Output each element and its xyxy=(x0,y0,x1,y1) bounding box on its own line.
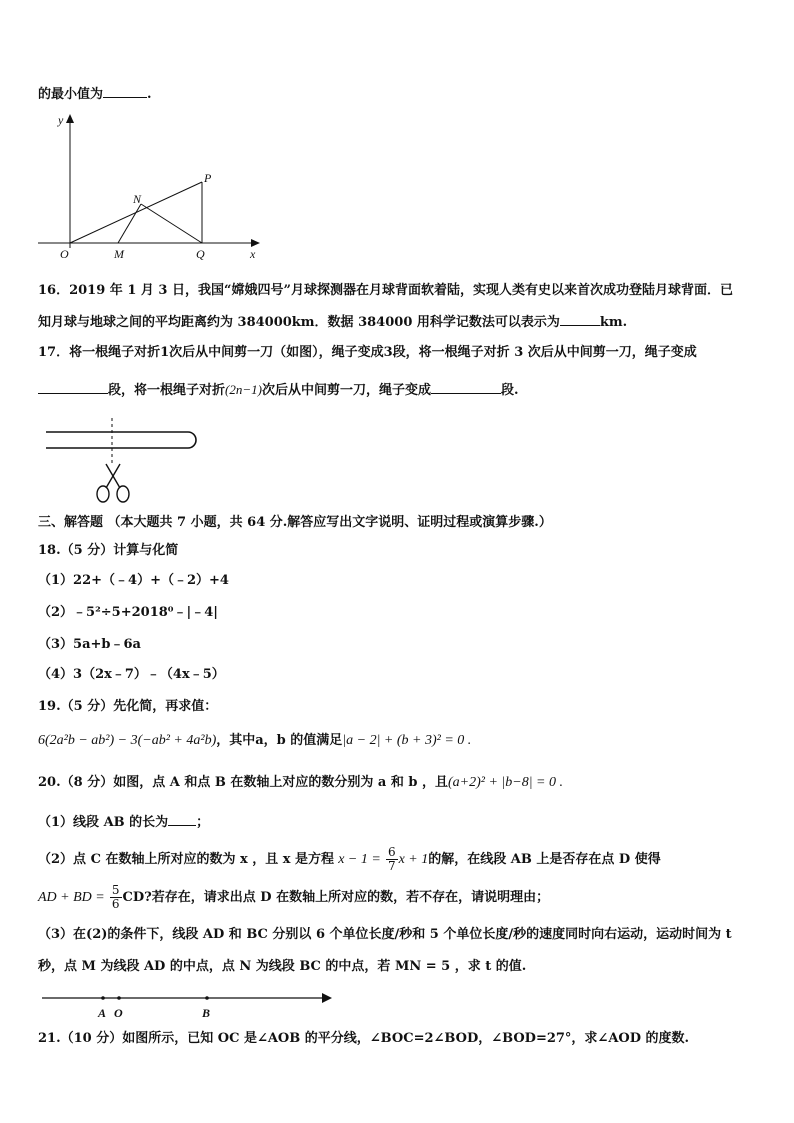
q20-eq-left: x − 1 = xyxy=(338,852,381,867)
x-axis-arrow xyxy=(251,239,260,247)
segment-mn xyxy=(118,204,141,243)
q17-line1: 17．将一根绳子对折1次后从中间剪一刀（如图），绳子变成3段，将一根绳子对折 3 次后从中间剪一刀，绳子变成 xyxy=(38,345,697,360)
q18-item-1: （1）22+（﹣4）+（﹣2）+4 xyxy=(38,573,229,588)
answer-blank xyxy=(38,380,108,394)
q15-tail-end: . xyxy=(147,87,152,102)
y-axis-arrow xyxy=(66,114,74,123)
fraction-denominator: 7 xyxy=(387,859,396,873)
q17-line2-a: 段，将一根绳子对折 xyxy=(108,383,226,398)
q16-unit: km. xyxy=(599,315,628,330)
q19-mid: ，其中a，b 的值满足 xyxy=(216,733,343,748)
q19-expression xyxy=(38,732,471,750)
label-o: O xyxy=(114,1006,123,1020)
q17-line2-c: 段. xyxy=(500,383,519,398)
q20-part1 xyxy=(38,812,209,832)
answer-blank xyxy=(103,84,147,98)
fraction-denominator: 6 xyxy=(111,897,120,911)
q15-tail-text: 的最小值为 xyxy=(38,87,104,102)
q16-line2 xyxy=(38,312,627,332)
folded-rope xyxy=(46,432,196,448)
q21-text: 21.（10 分）如图所示，已知 OC 是∠AOB 的平分线，∠BOC=2∠BOD，∠BOD=27°，求∠AOD 的度数. xyxy=(38,1031,690,1046)
q18-title: 18.（5 分）计算与化简 xyxy=(38,543,179,558)
q16-line1: 16．2019 年 1 月 3 日，我国“嫦娥四号”月球探测器在月球背面软着陆，实现人类有史以来首次成功登陆月球背面．已 xyxy=(38,283,733,298)
q20-title xyxy=(38,774,563,792)
q17-line2 xyxy=(38,380,519,400)
label-m: M xyxy=(114,247,124,261)
label-y: y xyxy=(58,113,64,127)
scissors-icon xyxy=(97,464,129,502)
label-b: B xyxy=(202,1006,211,1020)
point-o xyxy=(117,996,121,1000)
q20-title-text: 20.（8 分）如图，点 A 和点 B 在数轴上对应的数分别为 a 和 b ，且 xyxy=(38,775,448,790)
number-line-figure xyxy=(40,988,340,1024)
q18-item-4: （4）3（2x﹣7）﹣（4x﹣5） xyxy=(38,667,225,682)
number-line-arrow xyxy=(322,993,332,1003)
q18-item-2: （2）﹣5²÷5+2018⁰﹣|﹣4| xyxy=(38,605,218,620)
q17-line2-b: 次后从中间剪一刀，绳子变成 xyxy=(261,383,431,398)
q20-part2-b: 的解，在线段 AB 上是否存在点 D 使得 xyxy=(428,852,661,867)
q20-eq-right: x + 1 xyxy=(398,852,429,867)
label-a: A xyxy=(98,1006,107,1020)
q20-part1-text: （1）线段 AB 的长为 xyxy=(38,815,169,830)
q20-line2-right: CD?若存在，请求出点 D 在数轴上所对应的数，若不存在，请说明理由； xyxy=(122,890,550,905)
answer-blank xyxy=(560,312,600,326)
fraction xyxy=(386,846,398,873)
q15-tail xyxy=(38,84,152,104)
answer-blank xyxy=(431,380,501,394)
q20-part3-line2: 秒，点 M 为线段 AD 的中点，点 N 为线段 BC 的中点，若 MN = 5 ，求 t 的值. xyxy=(38,959,527,974)
q20-title-expr: (a+2)² + |b−8| = 0 . xyxy=(447,775,563,790)
segment-nq xyxy=(141,204,202,243)
q19-cond: |a − 2| + (b + 3)² = 0 . xyxy=(342,733,472,748)
label-x: x xyxy=(250,247,256,261)
q20-part2-line1 xyxy=(38,846,661,873)
q19-title: 19.（5 分）先化简，再求值： xyxy=(38,699,218,714)
q20-line2-left: AD + BD = xyxy=(38,890,105,905)
section-heading: 三、解答题 （本大题共 7 小题，共 64 分.解答应写出文字说明、证明过程或演算步骤.） xyxy=(38,515,552,530)
q20-part2-line2 xyxy=(38,884,549,911)
fraction-numerator: 5 xyxy=(111,883,120,897)
q16-line2-text: 知月球与地球之间的平均距离约为 384000km．数据 384000 用科学记数法可以表示为 xyxy=(38,315,560,330)
q18-item-3: （3）5a+b﹣6a xyxy=(38,637,141,652)
label-n: N xyxy=(133,192,142,206)
q20-part1-end: ； xyxy=(196,815,210,830)
q19-expr: 6(2a²b − ab²) − 3(−ab² + 4a²b) xyxy=(38,733,217,748)
rope-figure xyxy=(40,416,210,506)
label-q: Q xyxy=(196,247,205,261)
point-b xyxy=(205,996,209,1000)
fraction-numerator: 6 xyxy=(387,845,396,859)
point-a xyxy=(101,996,105,1000)
q20-part2-text: （2）点 C 在数轴上所对应的数为 x ，且 x 是方程 xyxy=(38,852,335,867)
q20-part3-line1: （3）在(2)的条件下，线段 AD 和 BC 分别以 6 个单位长度/秒和 5 个单位长度/秒的速度同时向右运动，运动时间为 t xyxy=(38,927,732,942)
answer-blank xyxy=(168,812,196,826)
q17-expr: (2n−1) xyxy=(225,382,262,397)
coordinate-figure xyxy=(36,112,266,262)
label-p: P xyxy=(204,171,212,185)
fraction xyxy=(110,884,122,911)
label-o: O xyxy=(60,247,69,261)
